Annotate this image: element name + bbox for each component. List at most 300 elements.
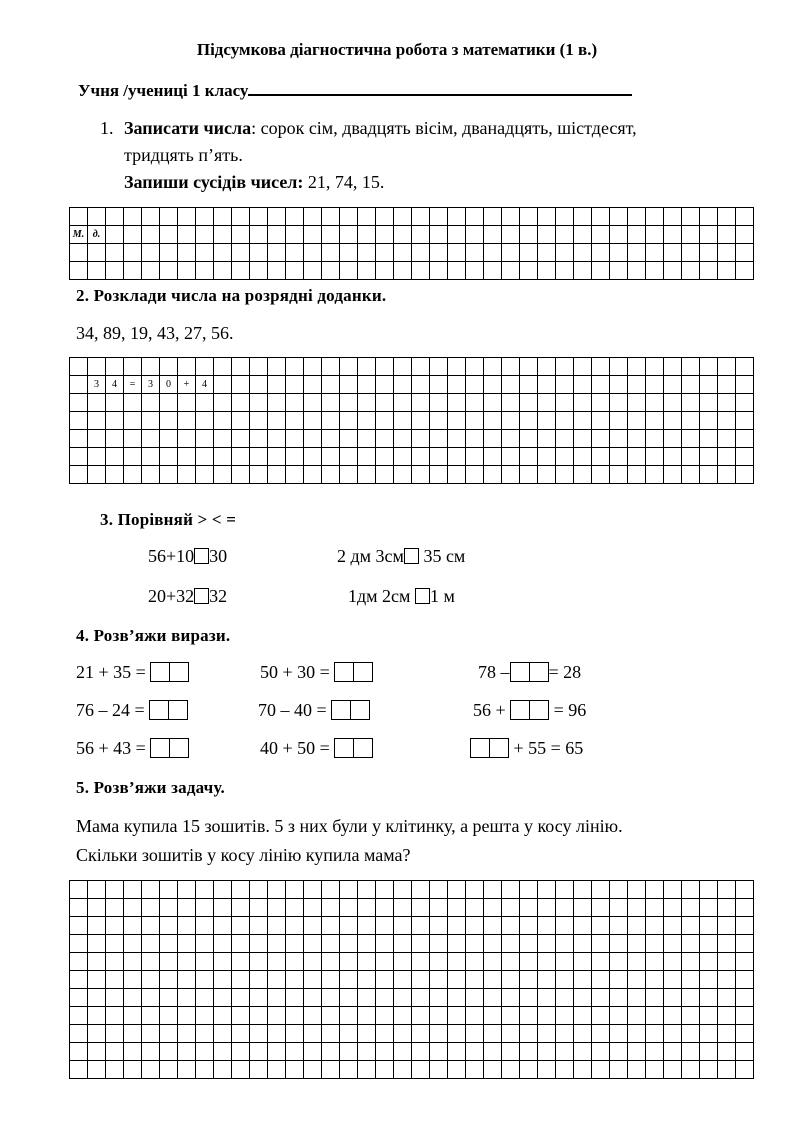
grid-cell[interactable] [592,953,610,971]
grid-cell[interactable] [430,935,448,953]
grid-cell[interactable] [340,989,358,1007]
grid-cell[interactable] [466,1043,484,1061]
grid-cell[interactable] [196,358,214,376]
grid-cell[interactable] [502,430,520,448]
grid-cell[interactable] [286,1043,304,1061]
grid-cell[interactable] [646,448,664,466]
grid-cell[interactable] [412,394,430,412]
grid-cell[interactable] [196,953,214,971]
grid-cell[interactable] [70,244,88,262]
grid-cell[interactable] [484,989,502,1007]
grid-cell[interactable] [430,953,448,971]
grid-cell[interactable] [160,394,178,412]
grid-cell[interactable] [664,971,682,989]
answer-box[interactable] [331,700,370,720]
grid-cell[interactable] [592,430,610,448]
grid-cell[interactable] [448,448,466,466]
grid-cell[interactable] [124,1043,142,1061]
grid-cell[interactable] [610,971,628,989]
grid-cell[interactable] [340,1025,358,1043]
grid-cell[interactable] [250,1007,268,1025]
grid-cell[interactable] [160,448,178,466]
grid-cell[interactable] [700,1007,718,1025]
grid-cell[interactable] [340,358,358,376]
grid-cell[interactable] [502,358,520,376]
grid-cell[interactable] [574,1025,592,1043]
grid-cell[interactable] [286,971,304,989]
grid-cell[interactable] [556,971,574,989]
grid-cell[interactable] [214,412,232,430]
grid-cell[interactable] [574,262,592,280]
grid-cell[interactable] [556,262,574,280]
grid-cell[interactable] [394,226,412,244]
grid-cell[interactable] [484,1043,502,1061]
grid-cell[interactable] [718,1043,736,1061]
grid-cell[interactable] [484,376,502,394]
grid-cell[interactable] [574,989,592,1007]
grid-cell[interactable] [556,881,574,899]
grid-cell[interactable] [178,466,196,484]
grid-cell[interactable] [70,412,88,430]
grid-cell[interactable] [232,394,250,412]
grid-cell[interactable] [592,412,610,430]
grid-cell[interactable] [394,881,412,899]
grid-cell[interactable] [214,1043,232,1061]
grid-cell[interactable] [718,899,736,917]
grid-cell[interactable] [664,1007,682,1025]
grid-cell[interactable] [628,953,646,971]
grid-cell[interactable] [322,448,340,466]
grid-cell[interactable] [448,376,466,394]
grid-cell[interactable] [556,412,574,430]
grid-cell[interactable] [178,448,196,466]
grid-cell[interactable] [736,226,754,244]
grid-cell[interactable] [628,226,646,244]
grid-cell[interactable] [196,448,214,466]
grid-cell[interactable] [214,881,232,899]
grid-cell[interactable] [574,1061,592,1079]
grid-cell[interactable] [178,262,196,280]
grid-cell[interactable] [394,1061,412,1079]
grid-cell[interactable] [376,1007,394,1025]
grid-cell[interactable] [394,208,412,226]
grid-cell[interactable] [592,448,610,466]
grid-cell[interactable] [538,448,556,466]
grid-cell[interactable] [682,466,700,484]
grid-cell[interactable] [304,1043,322,1061]
grid-cell[interactable] [430,208,448,226]
grid-cell[interactable] [160,881,178,899]
grid-cell[interactable] [646,412,664,430]
grid-cell[interactable] [412,953,430,971]
grid-cell[interactable] [538,917,556,935]
grid-cell[interactable] [88,430,106,448]
grid-cell[interactable] [394,394,412,412]
grid-cell[interactable] [736,935,754,953]
grid-cell[interactable] [556,394,574,412]
grid-cell[interactable] [394,1025,412,1043]
grid-cell[interactable] [646,358,664,376]
grid-cell[interactable] [160,430,178,448]
grid-cell[interactable] [394,466,412,484]
grid-cell[interactable] [304,971,322,989]
task5-answer-grid[interactable] [69,880,754,1079]
grid-cell[interactable] [718,935,736,953]
grid-cell[interactable] [214,1007,232,1025]
grid-cell[interactable] [106,935,124,953]
grid-cell[interactable] [448,971,466,989]
grid-cell[interactable] [142,899,160,917]
grid-cell[interactable] [628,935,646,953]
grid-cell[interactable] [646,1043,664,1061]
grid-cell[interactable] [304,953,322,971]
grid-cell[interactable] [538,1061,556,1079]
grid-cell[interactable] [160,1007,178,1025]
grid-cell[interactable] [502,1043,520,1061]
grid-cell[interactable] [358,881,376,899]
grid-cell[interactable] [592,376,610,394]
grid-cell[interactable] [70,448,88,466]
grid-cell[interactable] [430,466,448,484]
grid-cell[interactable] [502,1025,520,1043]
grid-cell[interactable] [412,1025,430,1043]
grid-cell[interactable] [520,208,538,226]
grid-cell[interactable] [322,244,340,262]
grid-cell[interactable] [610,226,628,244]
grid-cell[interactable] [430,899,448,917]
grid-cell[interactable] [412,917,430,935]
grid-cell[interactable] [340,430,358,448]
grid-cell[interactable] [178,394,196,412]
grid-cell[interactable] [214,262,232,280]
grid-cell[interactable] [700,394,718,412]
grid-cell[interactable] [106,208,124,226]
grid-cell[interactable] [646,953,664,971]
grid-cell[interactable] [250,935,268,953]
grid-cell[interactable] [160,412,178,430]
grid-cell[interactable] [664,376,682,394]
grid-cell[interactable] [412,1043,430,1061]
grid-cell[interactable] [268,935,286,953]
grid-cell[interactable] [520,448,538,466]
grid-cell[interactable] [502,1061,520,1079]
compare-box[interactable] [404,548,419,564]
grid-cell[interactable] [718,989,736,1007]
grid-cell[interactable] [124,226,142,244]
grid-cell[interactable] [502,971,520,989]
grid-cell[interactable] [646,376,664,394]
grid-cell[interactable] [70,1043,88,1061]
grid-cell[interactable] [700,971,718,989]
grid-cell[interactable] [142,262,160,280]
grid-cell[interactable] [610,262,628,280]
grid-cell[interactable] [556,226,574,244]
grid-cell[interactable] [448,881,466,899]
grid-cell[interactable] [502,953,520,971]
grid-cell[interactable] [358,244,376,262]
grid-cell[interactable] [232,881,250,899]
grid-cell[interactable] [88,358,106,376]
grid-cell[interactable] [574,899,592,917]
grid-cell[interactable] [610,935,628,953]
grid-cell[interactable] [106,394,124,412]
grid-cell[interactable] [430,1007,448,1025]
grid-cell[interactable] [88,935,106,953]
grid-cell[interactable] [448,953,466,971]
grid-cell[interactable] [268,1007,286,1025]
grid-cell[interactable] [592,989,610,1007]
grid-cell[interactable] [106,226,124,244]
grid-cell[interactable] [592,1043,610,1061]
grid-cell[interactable] [178,953,196,971]
grid-cell[interactable] [520,262,538,280]
grid-cell[interactable] [394,358,412,376]
grid-cell[interactable] [610,1043,628,1061]
grid-cell[interactable] [358,466,376,484]
grid-cell[interactable] [214,935,232,953]
grid-cell[interactable] [682,358,700,376]
grid-cell[interactable] [286,376,304,394]
grid-cell[interactable] [538,376,556,394]
grid-cell[interactable] [232,430,250,448]
grid-cell[interactable] [322,226,340,244]
grid-cell[interactable] [394,899,412,917]
grid-cell[interactable] [664,208,682,226]
grid-cell[interactable] [664,917,682,935]
grid-cell[interactable] [682,881,700,899]
grid-cell[interactable] [70,430,88,448]
grid-cell[interactable] [610,899,628,917]
grid-cell[interactable] [448,262,466,280]
grid-cell[interactable] [700,244,718,262]
grid-cell[interactable] [322,881,340,899]
grid-cell[interactable] [556,1043,574,1061]
grid-cell[interactable] [88,989,106,1007]
grid-cell[interactable] [376,881,394,899]
grid-cell[interactable] [466,394,484,412]
grid-cell[interactable] [304,376,322,394]
grid-cell[interactable] [700,899,718,917]
grid-cell[interactable] [376,262,394,280]
grid-cell[interactable] [430,881,448,899]
grid-cell[interactable] [268,412,286,430]
grid-cell[interactable] [322,262,340,280]
grid-cell[interactable] [232,1025,250,1043]
grid-cell[interactable] [304,935,322,953]
grid-cell[interactable] [340,244,358,262]
grid-cell[interactable] [250,262,268,280]
grid-cell[interactable] [538,899,556,917]
grid-cell[interactable] [214,430,232,448]
grid-cell[interactable] [268,376,286,394]
grid-cell[interactable] [268,358,286,376]
grid-cell[interactable] [196,1061,214,1079]
grid-cell[interactable] [484,1025,502,1043]
grid-cell[interactable] [592,466,610,484]
grid-cell[interactable] [124,917,142,935]
grid-cell[interactable] [124,412,142,430]
grid-cell[interactable] [718,262,736,280]
grid-cell[interactable] [628,1061,646,1079]
grid-cell[interactable] [520,1025,538,1043]
grid-cell[interactable] [592,1061,610,1079]
grid-cell[interactable] [394,953,412,971]
grid-cell[interactable] [574,412,592,430]
grid-cell[interactable] [88,971,106,989]
grid-cell[interactable] [106,448,124,466]
grid-cell[interactable] [322,935,340,953]
grid-cell[interactable] [322,376,340,394]
grid-cell[interactable] [502,208,520,226]
grid-cell[interactable] [142,935,160,953]
grid-cell[interactable] [538,466,556,484]
grid-cell[interactable] [664,935,682,953]
grid-cell[interactable] [394,430,412,448]
grid-cell[interactable] [358,935,376,953]
grid-cell[interactable] [232,262,250,280]
grid-cell[interactable] [196,935,214,953]
grid-cell[interactable] [484,448,502,466]
grid-cell[interactable] [736,244,754,262]
grid-cell[interactable] [718,1007,736,1025]
grid-cell[interactable] [700,466,718,484]
grid-cell[interactable] [196,917,214,935]
grid-cell[interactable] [268,466,286,484]
grid-cell[interactable] [196,881,214,899]
grid-cell[interactable] [484,394,502,412]
grid-cell[interactable] [700,989,718,1007]
grid-cell[interactable] [466,208,484,226]
grid-cell[interactable] [520,376,538,394]
grid-cell[interactable] [160,989,178,1007]
grid-cell[interactable] [124,899,142,917]
grid-cell[interactable] [178,1025,196,1043]
grid-cell[interactable] [664,262,682,280]
compare-box[interactable] [415,588,430,604]
grid-cell[interactable] [214,448,232,466]
grid-cell[interactable] [646,466,664,484]
grid-cell[interactable] [178,899,196,917]
grid-cell[interactable] [664,448,682,466]
grid-cell[interactable] [484,953,502,971]
grid-cell[interactable] [718,376,736,394]
grid-cell[interactable] [214,376,232,394]
grid-cell[interactable] [196,412,214,430]
grid-cell[interactable] [520,466,538,484]
grid-cell[interactable] [448,1061,466,1079]
grid-cell[interactable] [718,1025,736,1043]
grid-cell[interactable] [250,208,268,226]
grid-cell[interactable] [376,394,394,412]
grid-cell[interactable] [178,1007,196,1025]
grid-cell[interactable] [196,430,214,448]
grid-cell[interactable] [556,935,574,953]
grid-cell[interactable] [70,376,88,394]
grid-cell[interactable] [592,881,610,899]
grid-cell[interactable] [160,262,178,280]
grid-cell[interactable] [502,394,520,412]
grid-cell[interactable] [466,358,484,376]
grid-cell[interactable] [322,899,340,917]
grid-cell[interactable] [70,953,88,971]
grid-cell[interactable] [736,917,754,935]
grid-cell[interactable] [538,989,556,1007]
grid-cell[interactable] [394,262,412,280]
grid-cell[interactable] [142,989,160,1007]
grid-cell[interactable] [736,1025,754,1043]
grid-cell[interactable] [286,935,304,953]
grid-cell[interactable] [142,953,160,971]
grid-cell[interactable] [592,935,610,953]
grid-cell[interactable] [70,358,88,376]
grid-cell[interactable] [304,208,322,226]
grid-cell[interactable] [574,376,592,394]
grid-cell[interactable] [304,358,322,376]
grid-cell[interactable] [520,394,538,412]
grid-cell[interactable] [250,376,268,394]
grid-cell[interactable] [340,1007,358,1025]
grid-cell[interactable] [358,208,376,226]
grid-cell[interactable] [358,394,376,412]
grid-cell[interactable] [664,881,682,899]
grid-cell[interactable] [232,226,250,244]
grid-cell[interactable] [160,1043,178,1061]
grid-cell[interactable] [448,899,466,917]
grid-cell[interactable] [160,1025,178,1043]
grid-cell[interactable] [232,935,250,953]
grid-cell[interactable] [124,244,142,262]
grid-cell[interactable] [214,358,232,376]
grid-cell[interactable] [610,881,628,899]
grid-cell[interactable] [466,917,484,935]
grid-cell[interactable] [430,448,448,466]
grid-cell[interactable] [430,1025,448,1043]
grid-cell[interactable] [142,358,160,376]
grid-cell[interactable] [538,430,556,448]
grid-cell[interactable] [70,1025,88,1043]
grid-cell[interactable] [718,466,736,484]
grid-cell[interactable] [538,244,556,262]
grid-cell[interactable] [484,1007,502,1025]
grid-cell[interactable] [448,1025,466,1043]
grid-cell[interactable] [628,448,646,466]
grid-cell[interactable] [160,226,178,244]
grid-cell[interactable] [340,1061,358,1079]
grid-cell[interactable] [592,208,610,226]
grid-cell[interactable] [340,376,358,394]
grid-cell[interactable] [376,953,394,971]
grid-cell[interactable] [124,935,142,953]
grid-cell[interactable] [376,430,394,448]
grid-cell[interactable] [538,935,556,953]
grid-cell[interactable] [286,899,304,917]
grid-cell[interactable] [124,971,142,989]
grid-cell[interactable] [646,1025,664,1043]
grid-cell[interactable] [88,262,106,280]
grid-cell[interactable] [214,244,232,262]
grid-cell[interactable] [394,1043,412,1061]
grid-cell[interactable] [412,466,430,484]
grid-cell[interactable] [736,376,754,394]
grid-cell[interactable] [520,1061,538,1079]
grid-cell[interactable] [124,1061,142,1079]
task1-answer-grid[interactable] [69,207,754,280]
grid-cell[interactable] [286,881,304,899]
grid-cell[interactable] [466,376,484,394]
grid-cell[interactable] [646,1007,664,1025]
grid-cell[interactable] [520,226,538,244]
grid-cell[interactable] [466,989,484,1007]
